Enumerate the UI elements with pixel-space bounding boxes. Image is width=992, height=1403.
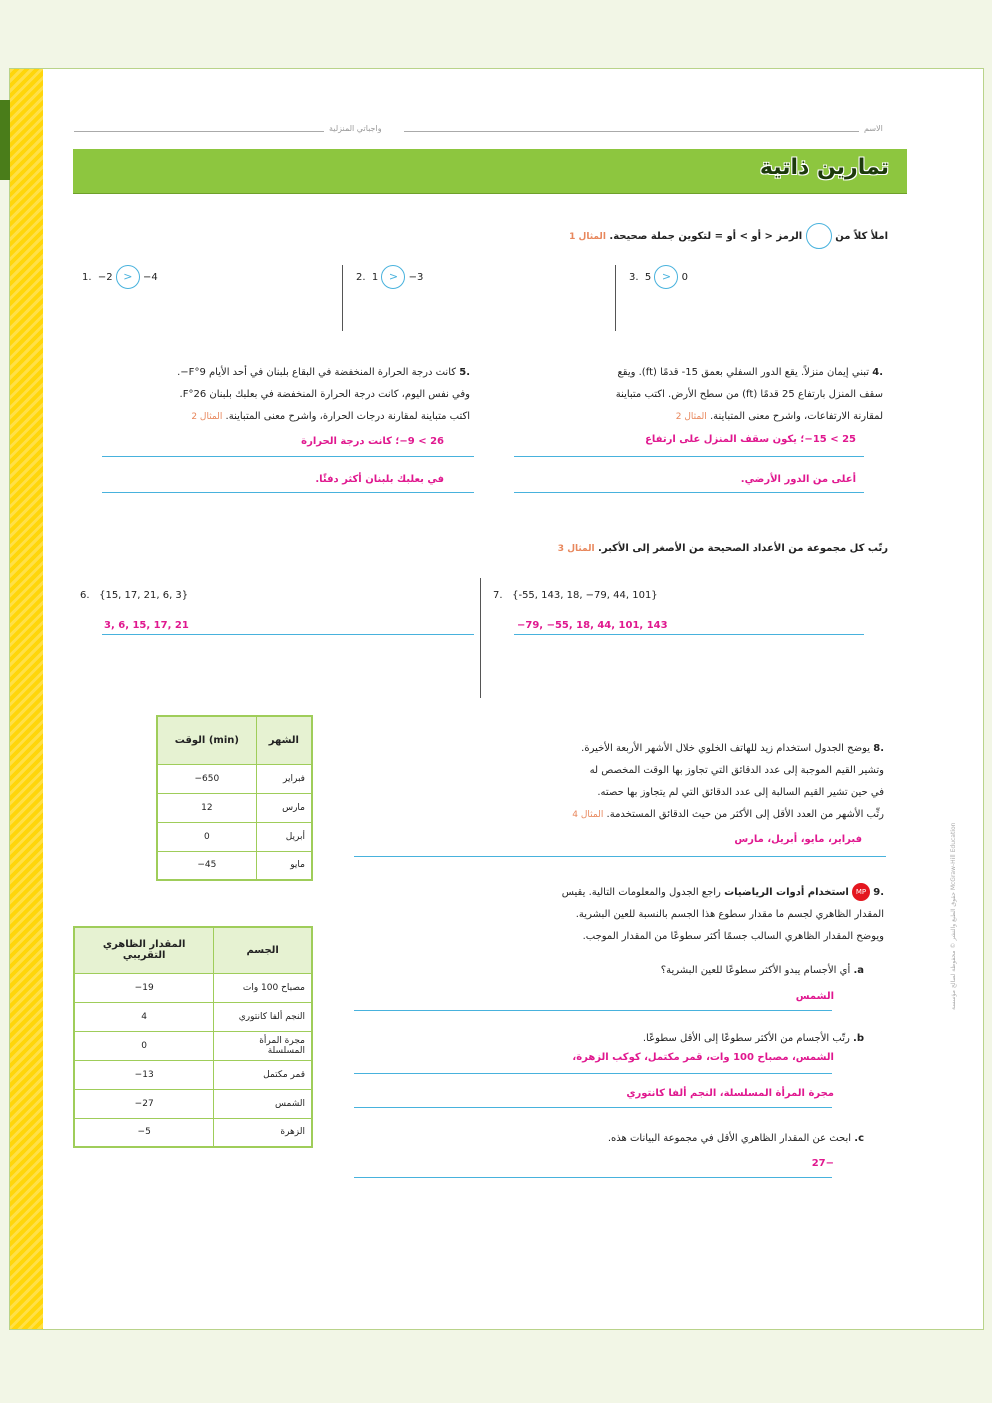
item-right: 0 — [681, 272, 689, 283]
question-text: وتشير القيم الموجبة إلى عدد الدقائق التي تجاوز بها الوقت المخصص له — [589, 765, 884, 776]
cell-value: −19 — [74, 973, 214, 1002]
q9a-answer: الشمس — [795, 991, 834, 1002]
question-8 — [356, 738, 884, 826]
question-9b — [356, 1028, 864, 1050]
cell-month: مارس — [256, 793, 312, 822]
question-title: استخدام أدوات الرياضيات — [724, 887, 849, 898]
question-9 — [356, 882, 884, 948]
item-7 — [493, 590, 658, 601]
item-right: −4 — [143, 272, 158, 283]
item-number: 2. — [356, 272, 366, 283]
answer-line — [354, 1107, 832, 1108]
answer-circle[interactable]: > — [116, 265, 140, 289]
question-text: رتّب الأجسام من الأكثر سطوعًا إلى الأقل سطوعًا. — [642, 1033, 850, 1044]
q5-answer-1: 26 > 9−؛ كانت درجة الحرارة — [301, 436, 444, 447]
cell-value: −13 — [74, 1060, 214, 1089]
question-text: يوضح الجدول استخدام زيد للهاتف الخلوي خلال الأشهر الأربعة الأخيرة. — [581, 743, 871, 754]
question-text: أي الأجسام يبدو الأكثر سطوعًا للعين البشرية؟ — [660, 965, 851, 976]
phone-usage-table — [156, 715, 313, 881]
question-text: لمقارنة الارتفاعات، واشرح معنى المتباينة. — [710, 411, 883, 422]
question-4 — [505, 362, 883, 428]
cell-value: 0 — [74, 1031, 214, 1060]
divider — [480, 578, 481, 698]
cell-value: −45 — [157, 851, 256, 880]
q9b-answer-2: مجرة المرأة المسلسلة، النجم ألفا كانتوري — [626, 1088, 834, 1099]
header-magnitude: المقدار الظاهري التقريبي — [74, 927, 214, 973]
cell-value: −5 — [74, 1118, 214, 1147]
item-6-answer: 3, 6, 15, 17, 21 — [104, 620, 189, 631]
example-ref: المثال 2 — [191, 412, 223, 422]
item-6 — [80, 590, 188, 601]
question-text: اكتب متباينة لمقارنة درجات الحرارة، واشرح معنى المتباينة. — [225, 411, 470, 422]
cell-object: الشمس — [214, 1089, 312, 1118]
question-text: في حين تشير القيم السالبة إلى عدد الدقائق التي لم يتجاوز بها حصته. — [597, 787, 884, 798]
cell-month: فبراير — [256, 764, 312, 793]
cell-value: 0 — [157, 822, 256, 851]
question-number: .4 — [872, 367, 883, 378]
table-row — [74, 973, 312, 1002]
example-ref: المثال 1 — [569, 232, 606, 242]
table-row — [74, 1089, 312, 1118]
q4-answer-1: 25 > 15−؛ يكون سقف المنزل على ارتفاع — [645, 434, 856, 445]
side-stripe — [10, 69, 43, 1329]
math-practice-badge-icon: MP — [852, 883, 870, 901]
q8-answer: فبراير، مايو، أبريل، مارس — [734, 834, 862, 845]
cell-value: 12 — [157, 793, 256, 822]
question-9a — [356, 960, 864, 982]
q9b-answer-1: الشمس، مصباح 100 وات، قمر مكتمل، كوكب الزهرة، — [572, 1052, 834, 1063]
divider — [615, 265, 616, 331]
answer-circle[interactable]: > — [381, 265, 405, 289]
item-number: 7. — [493, 590, 503, 601]
item-number: 3. — [629, 272, 639, 283]
banner-title: تمارين ذاتية — [759, 155, 889, 180]
item-number: 1. — [82, 272, 92, 283]
question-number: .9 — [873, 887, 884, 898]
cell-value: 4 — [74, 1002, 214, 1031]
table-row — [74, 1031, 312, 1060]
header-month: الشهر — [256, 716, 312, 764]
item-number: 6. — [80, 590, 90, 601]
item-1 — [82, 265, 158, 289]
cell-object: النجم ألفا كانتوري — [214, 1002, 312, 1031]
q4-answer-2: أعلى من الدور الأرضي. — [740, 474, 856, 485]
table-row — [74, 1118, 312, 1147]
question-9c — [356, 1128, 864, 1150]
example-ref: المثال 4 — [572, 810, 604, 820]
item-2 — [356, 265, 423, 289]
question-text: تبني إيمان منزلاً. يقع الدور السفلي بعمق 15- قدمًا (ft). ويقع — [617, 367, 870, 378]
number-set: {15, 17, 21, 6, 3} — [99, 590, 189, 601]
class-underline — [74, 131, 324, 132]
name-underline — [404, 131, 859, 132]
question-text: رتِّب الأشهر من العدد الأقل إلى الأكثر من حيث الدقائق المستخدمة. — [606, 809, 884, 820]
header-object: الجسم — [214, 927, 312, 973]
item-left: −2 — [97, 272, 113, 283]
question-text: ابحث عن المقدار الظاهري الأقل في مجموعة البيانات هذه. — [607, 1133, 852, 1144]
question-text: راجع الجدول والمعلومات التالية. يقيس — [561, 887, 721, 898]
question-number: .5 — [459, 367, 470, 378]
item-3 — [629, 265, 688, 289]
cell-month: أبريل — [256, 822, 312, 851]
instruction-tail: الرمز < أو > أو = لتكوين جملة صحيحة. — [609, 231, 803, 242]
table-row — [74, 1060, 312, 1089]
item-left: 5 — [644, 272, 652, 283]
cell-object: قمر مكتمل — [214, 1060, 312, 1089]
item-left: 1 — [371, 272, 379, 283]
cell-object: الزهرة — [214, 1118, 312, 1147]
header-fields — [74, 124, 894, 136]
section2-instruction — [88, 543, 888, 554]
example-ref: المثال 3 — [557, 544, 595, 554]
number-set: {-55, 143, 18, −79, 44, 101} — [512, 590, 658, 601]
cell-month: مايو — [256, 851, 312, 880]
answer-line — [514, 492, 864, 493]
table-row — [74, 1002, 312, 1031]
cell-object: مصباح 100 وات — [214, 973, 312, 1002]
question-5 — [80, 362, 470, 428]
q5-answer-2: في بعلبك بلبنان أكثر دفئًا. — [315, 474, 444, 485]
magnitude-table — [73, 926, 313, 1148]
part-label: b. — [853, 1033, 864, 1044]
header-time: الوقت (min) — [157, 716, 256, 764]
cell-value: −650 — [157, 764, 256, 793]
instruction-text: املأ كلاً من — [835, 231, 888, 242]
instruction-text: رتّب كل مجموعة من الأعداد الصحيحة من الأصغر إلى الأكبر. — [598, 543, 888, 554]
example-ref: المثال 2 — [675, 412, 707, 422]
answer-line — [514, 634, 864, 635]
cell-object: مجرة المرأة المسلسلة — [214, 1031, 312, 1060]
section-banner — [73, 149, 907, 194]
divider — [342, 265, 343, 331]
answer-line — [354, 1073, 832, 1074]
chapter-tab — [0, 100, 10, 180]
question-text: سقف المنزل بارتفاع 25 قدمًا (ft) من سطح الأرض. اكتب متباينة — [615, 389, 883, 400]
table-row — [157, 851, 312, 880]
blank-circle-icon — [806, 223, 832, 249]
question-text: وفي نفس اليوم، كانت درجة الحرارة المنخفضة في بعلبك بلبنان 26°F. — [179, 389, 470, 400]
table-row — [157, 822, 312, 851]
copyright-note: حقوق الطبع والنشر © محفوظة لصالح مؤسسة McGraw-Hill Education — [950, 822, 957, 1010]
cell-value: −27 — [74, 1089, 214, 1118]
table-row — [157, 793, 312, 822]
item-right: −3 — [408, 272, 424, 283]
q9c-answer: −27 — [811, 1158, 834, 1169]
question-number: .8 — [873, 743, 884, 754]
section1-instruction — [88, 223, 888, 249]
item-7-answer: −79, −55, 18, 44, 101, 143 — [517, 620, 668, 631]
answer-line — [102, 492, 474, 493]
answer-line — [354, 856, 886, 857]
answer-line — [354, 1177, 832, 1178]
question-text: المقدار الظاهري لجسم ما مقدار سطوع هذا الجسم بالنسبة للعين البشرية. — [575, 909, 884, 920]
answer-line — [102, 456, 474, 457]
answer-line — [514, 456, 864, 457]
part-label: a. — [853, 965, 864, 976]
name-label: الاسم — [864, 124, 883, 133]
answer-line — [354, 1010, 832, 1011]
class-label: واجباتي المنزلية — [329, 124, 382, 133]
answer-circle[interactable]: > — [654, 265, 678, 289]
question-text: ويوضح المقدار الظاهري السالب جسمًا أكثر سطوعًا من المقدار الموجب. — [582, 931, 884, 942]
part-label: c. — [854, 1133, 864, 1144]
question-text: كانت درجة الحرارة المنخفضة في البقاع بلبنان في أحد الأيام 9°F−. — [177, 367, 457, 378]
table-row — [157, 764, 312, 793]
answer-line — [102, 634, 474, 635]
